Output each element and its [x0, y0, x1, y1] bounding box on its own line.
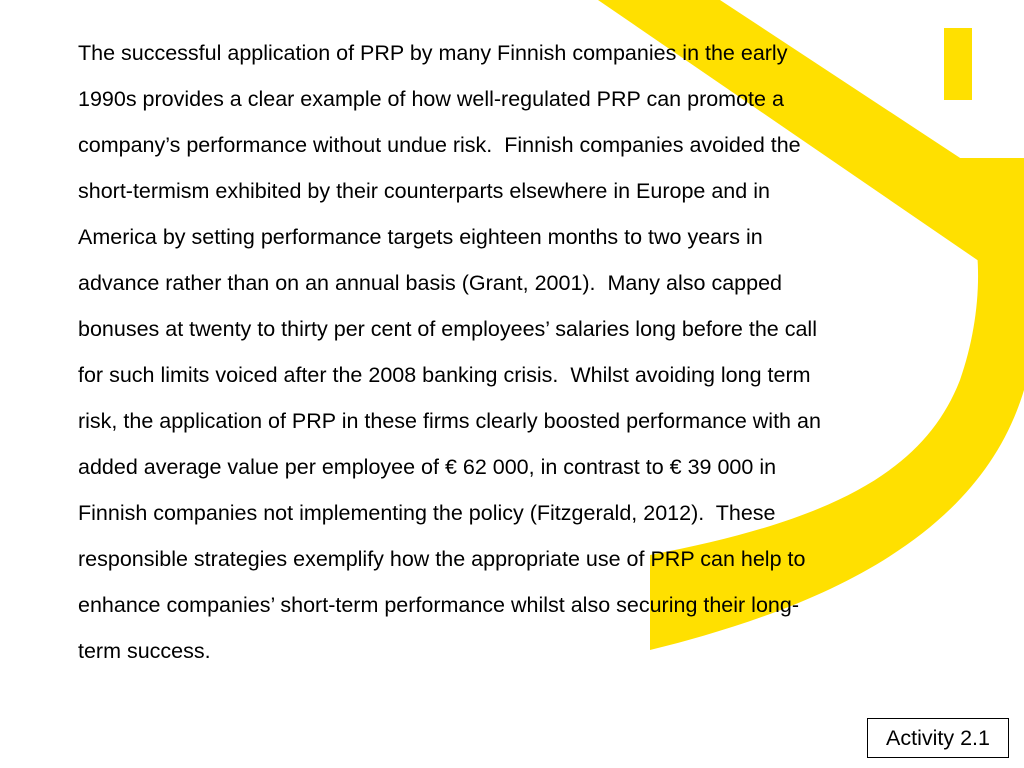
paragraph-line: America by setting performance targets eighteen months to two years in [78, 225, 763, 249]
paragraph-line: company’s performance without undue risk. Finnish companies avoided the [78, 133, 801, 157]
paragraph-line: enhance companies’ short-term performance whilst also securing their long- [78, 593, 799, 617]
paragraph-line: added average value per employee of € 62 000, in contrast to € 39 000 in [78, 455, 777, 479]
paragraph-line: for such limits voiced after the 2008 banking crisis. Whilst avoiding long term [78, 363, 811, 387]
paragraph-line: Finnish companies not implementing the policy (Fitzgerald, 2012). These [78, 501, 776, 525]
paragraph-line: responsible strategies exemplify how the appropriate use of PRP can help to [78, 547, 806, 571]
activity-label-box: Activity 2.1 [867, 718, 1009, 758]
paragraph-line: advance rather than on an annual basis (Grant, 2001). Many also capped [78, 271, 782, 295]
paragraph-line: bonuses at twenty to thirty per cent of employees’ salaries long before the call [78, 317, 817, 341]
paragraph-line: The successful application of PRP by many Finnish companies in the early [78, 41, 788, 65]
body-paragraph [78, 30, 978, 674]
paragraph-line: short-termism exhibited by their counterparts elsewhere in Europe and in [78, 179, 770, 203]
paragraph-line: risk, the application of PRP in these firms clearly boosted performance with an [78, 409, 821, 433]
paragraph-line: 1990s provides a clear example of how well-regulated PRP can promote a [78, 87, 784, 111]
paragraph-line: term success. [78, 639, 211, 663]
